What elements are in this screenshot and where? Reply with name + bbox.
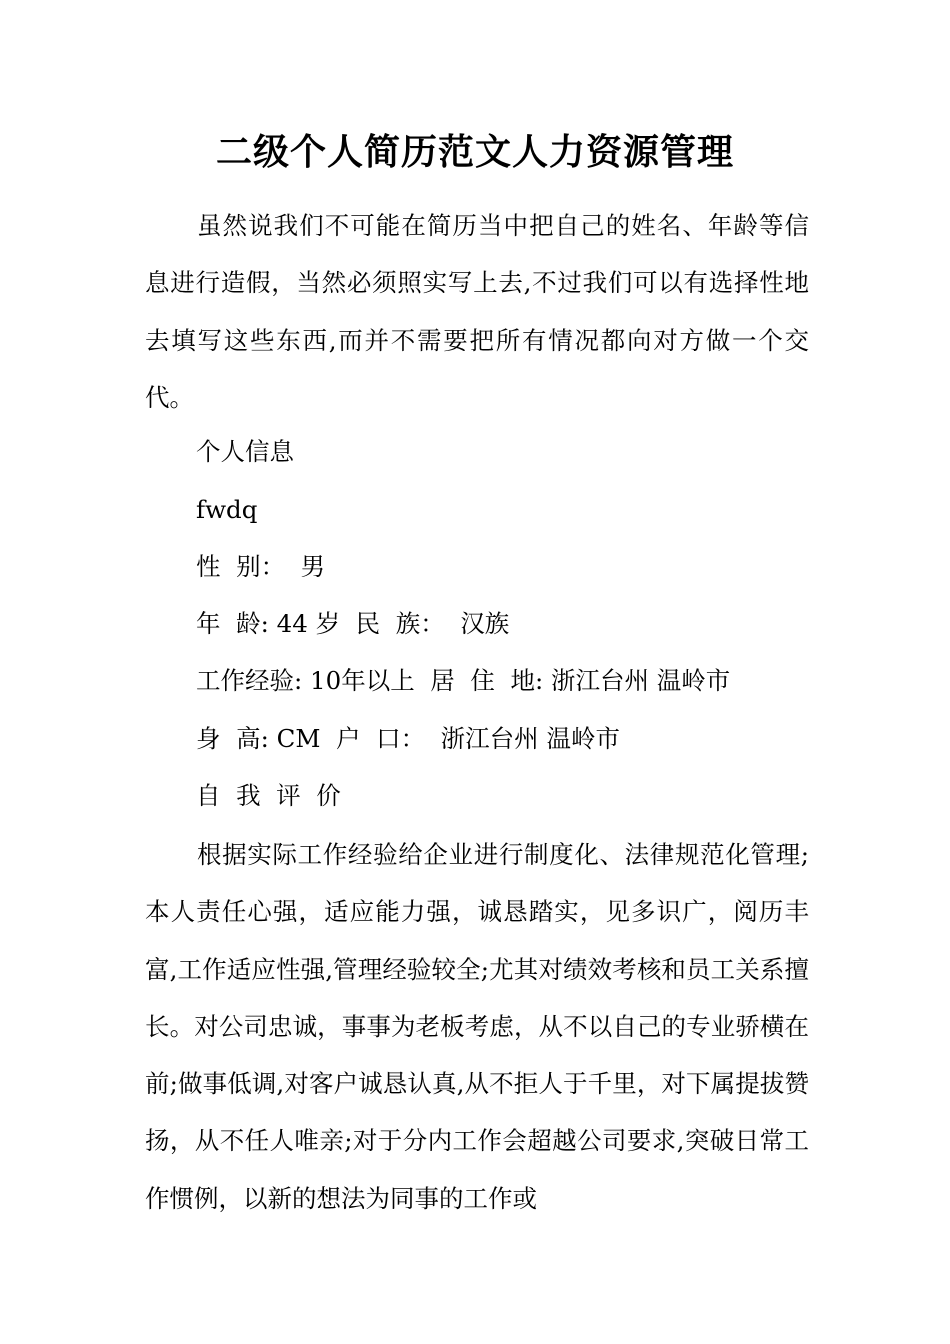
self-evaluation-block [145,826,809,1227]
gender-line: 性 别： 男 [196,552,326,581]
experience-residence-line: 工作经验: 10年以上 居 住 地: 浙江台州 温岭市 [196,666,731,695]
height-registration-line: 身 高: CM 户 口： 浙江台州 温岭市 [196,724,620,753]
intro-paragraph: 虽然说我们不可能在简历当中把自己的姓名、年龄等信息进行造假，当然必须照实写上去,不过我们可以有选择性地去填写这些东西,而并不需要把所有情况都向对方做一个交代。 [145,211,809,412]
section-heading-self-evaluation: 自 我 评 价 [196,781,341,810]
self-evaluation-paragraph: 根据实际工作经验给企业进行制度化、法律规范化管理;本人责任心强，适应能力强，诚恳踏实，见多识广，阅历丰富,工作适应性强,管理经验较全;尤其对绩效考核和员工关系擅长。对公司忠诚，事事为老板考虑，从不以自己的专业骄横在前;做事低调,对客户诚恳认真,从不拒人于千里，对下属提拔赞扬，从不任人唯亲;对于分内工作会超越公司要求,突破日常工作惯例，以新的想法为同事的工作或 [145,840,809,1213]
document-title: 二级个人简历范文人力资源管理 [215,131,734,173]
intro-block [145,197,809,426]
name-line: fwdq [196,495,258,524]
section-heading-personal-info: 个人信息 [196,437,294,466]
age-ethnicity-line: 年 龄: 44 岁 民 族： 汉族 [196,609,510,638]
